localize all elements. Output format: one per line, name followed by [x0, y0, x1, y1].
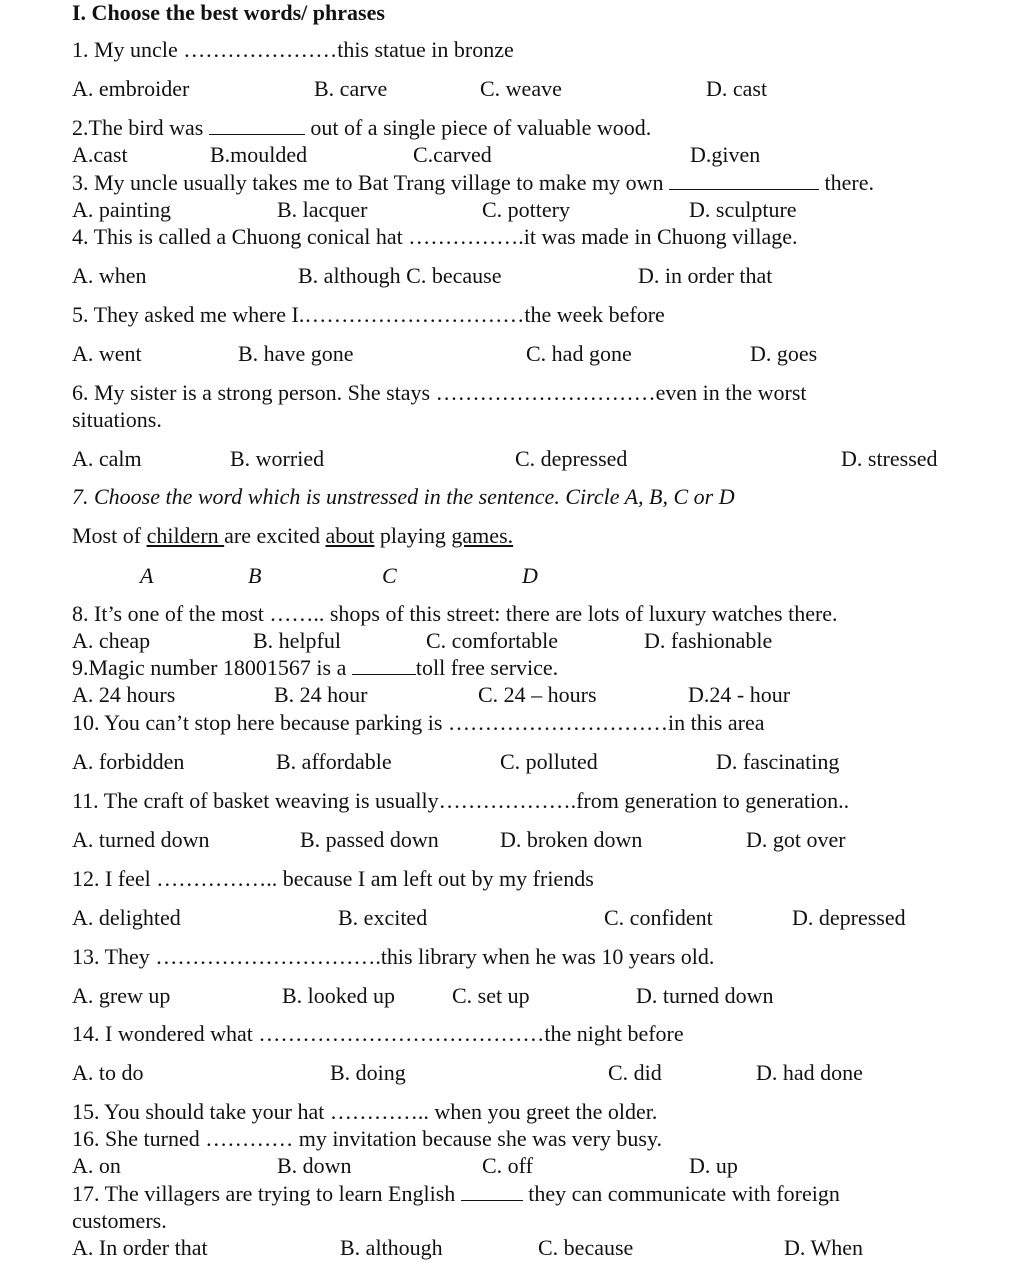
option-a: A. In order that: [72, 1235, 208, 1260]
option-a: A. embroider: [72, 76, 190, 101]
question-10: 10. You can’t stop here because parking is …………………………in this area: [72, 710, 765, 735]
question-3: 3. My uncle usually takes me to Bat Trang village to make my own there.: [72, 170, 874, 195]
option-c: C. off: [482, 1153, 533, 1178]
question-8: 8. It’s one of the most …….. shops of this street: there are lots of luxury watches there.: [72, 601, 838, 626]
option-c: C.carved: [413, 142, 492, 167]
option-d: D. goes: [750, 341, 818, 366]
question-15: 15. You should take your hat ………….. when you greet the older.: [72, 1099, 658, 1124]
option-c: D. broken down: [500, 827, 643, 852]
option-b: B. affordable: [276, 749, 392, 774]
answer-blank: ……………..: [156, 866, 278, 891]
answer-blank: [669, 189, 819, 190]
option-d: D. in order that: [638, 263, 773, 288]
word-b: about: [325, 523, 375, 548]
option-b: B. carve: [314, 76, 388, 101]
option-d: D. stressed: [841, 446, 938, 471]
answer-blank: …………………………: [304, 302, 525, 327]
option-d: D. fascinating: [716, 749, 840, 774]
option-b-c: B. although C. because: [298, 263, 502, 288]
option-a: A.cast: [72, 142, 128, 167]
option-c: C. weave: [480, 76, 562, 101]
option-b: B. lacquer: [277, 197, 368, 222]
option-c: C. depressed: [515, 446, 628, 471]
option-c: C. set up: [452, 983, 530, 1008]
question-5: 5. They asked me where I.…………………………the week before: [72, 302, 665, 327]
question-9: 9.Magic number 18001567 is a toll free service.: [72, 655, 559, 680]
question-6-cont: situations.: [72, 407, 162, 432]
option-a: A. calm: [72, 446, 142, 471]
option-d: D. sculpture: [689, 197, 797, 222]
question-16: 16. She turned ………… my invitation because she was very busy.: [72, 1126, 663, 1151]
option-b: B. doing: [330, 1060, 406, 1085]
question-7-instruction: 7. Choose the word which is unstressed in the sentence. Circle A, B, C or D: [72, 484, 735, 509]
answer-blank: …………: [205, 1126, 294, 1151]
option-d: D.24 - hour: [688, 682, 791, 707]
answer-blank: [209, 134, 305, 135]
answer-blank: ………………………….: [155, 944, 381, 969]
option-d: D. depressed: [792, 905, 906, 930]
option-b: B. helpful: [253, 628, 341, 653]
option-c: C. because: [538, 1235, 634, 1260]
option-c: C. did: [608, 1060, 662, 1085]
option-d: D. got over: [746, 827, 846, 852]
answer-blank: …………………: [183, 37, 338, 62]
word-a: childern: [146, 523, 225, 548]
answer-blank: ……………….: [438, 788, 577, 813]
letter-b: B: [248, 563, 262, 588]
question-12: 12. I feel …………….. because I am left out by my friends: [72, 866, 594, 891]
option-a: A. grew up: [72, 983, 171, 1008]
option-d: D. up: [689, 1153, 738, 1178]
option-b: B.moulded: [210, 142, 308, 167]
option-c: C. 24 – hours: [478, 682, 597, 707]
letter-a: A: [140, 563, 154, 588]
option-b: B. have gone: [238, 341, 354, 366]
option-c: C. had gone: [526, 341, 632, 366]
question-17: 17. The villagers are trying to learn English they can communicate with foreign: [72, 1181, 840, 1206]
answer-blank: [352, 674, 416, 675]
question-14: 14. I wondered what …………………………………the night before: [72, 1021, 684, 1046]
question-6: 6. My sister is a strong person. She stays …………………………even in the worst: [72, 380, 807, 405]
question-17-cont: customers.: [72, 1208, 167, 1233]
option-b: B. excited: [338, 905, 428, 930]
option-b: B. passed down: [300, 827, 439, 852]
option-b: B. down: [277, 1153, 352, 1178]
option-d: D.given: [690, 142, 761, 167]
answer-blank: ……..: [269, 601, 325, 626]
option-a: A. when: [72, 263, 147, 288]
option-a: A. to do: [72, 1060, 144, 1085]
option-a: A. 24 hours: [72, 682, 176, 707]
option-a: A. went: [72, 341, 142, 366]
answer-blank: …………..: [329, 1099, 429, 1124]
option-b: B. looked up: [282, 983, 396, 1008]
option-c: C. comfortable: [426, 628, 558, 653]
option-a: A. delighted: [72, 905, 181, 930]
option-b: B. 24 hour: [274, 682, 368, 707]
question-7-sentence: Most of childern are excited about playing games.: [72, 523, 514, 548]
option-a: A. painting: [72, 197, 171, 222]
question-11: 11. The craft of basket weaving is usually……………….from generation to generation..: [72, 788, 850, 813]
option-b: B. although: [340, 1235, 443, 1260]
letter-c: C: [382, 563, 397, 588]
option-d: D. had done: [756, 1060, 863, 1085]
word-c: games.: [451, 523, 514, 548]
answer-blank: …………….: [408, 224, 524, 249]
section-title: I. Choose the best words/ phrases: [72, 0, 385, 25]
answer-blank: …………………………………: [258, 1021, 545, 1046]
answer-blank: …………………………: [435, 380, 656, 405]
option-d: D. When: [784, 1235, 864, 1260]
question-4: 4. This is called a Chuong conical hat …………….it was made in Chuong village.: [72, 224, 798, 249]
option-c: C. pottery: [482, 197, 570, 222]
answer-blank: [461, 1200, 523, 1201]
question-13: 13. They ………………………….this library when he was 10 years old.: [72, 944, 715, 969]
option-a: A. turned down: [72, 827, 210, 852]
option-c: C. polluted: [500, 749, 598, 774]
option-d: D. cast: [706, 76, 768, 101]
option-d: D. turned down: [636, 983, 774, 1008]
option-c: C. confident: [604, 905, 713, 930]
option-d: D. fashionable: [644, 628, 773, 653]
option-a: A. on: [72, 1153, 121, 1178]
question-1: 1. My uncle …………………this statue in bronze: [72, 37, 514, 62]
option-b: B. worried: [230, 446, 325, 471]
question-2: 2.The bird was out of a single piece of valuable wood.: [72, 115, 652, 140]
option-a: A. forbidden: [72, 749, 185, 774]
answer-blank: …………………………: [447, 710, 668, 735]
option-a: A. cheap: [72, 628, 151, 653]
letter-d: D: [522, 563, 538, 588]
